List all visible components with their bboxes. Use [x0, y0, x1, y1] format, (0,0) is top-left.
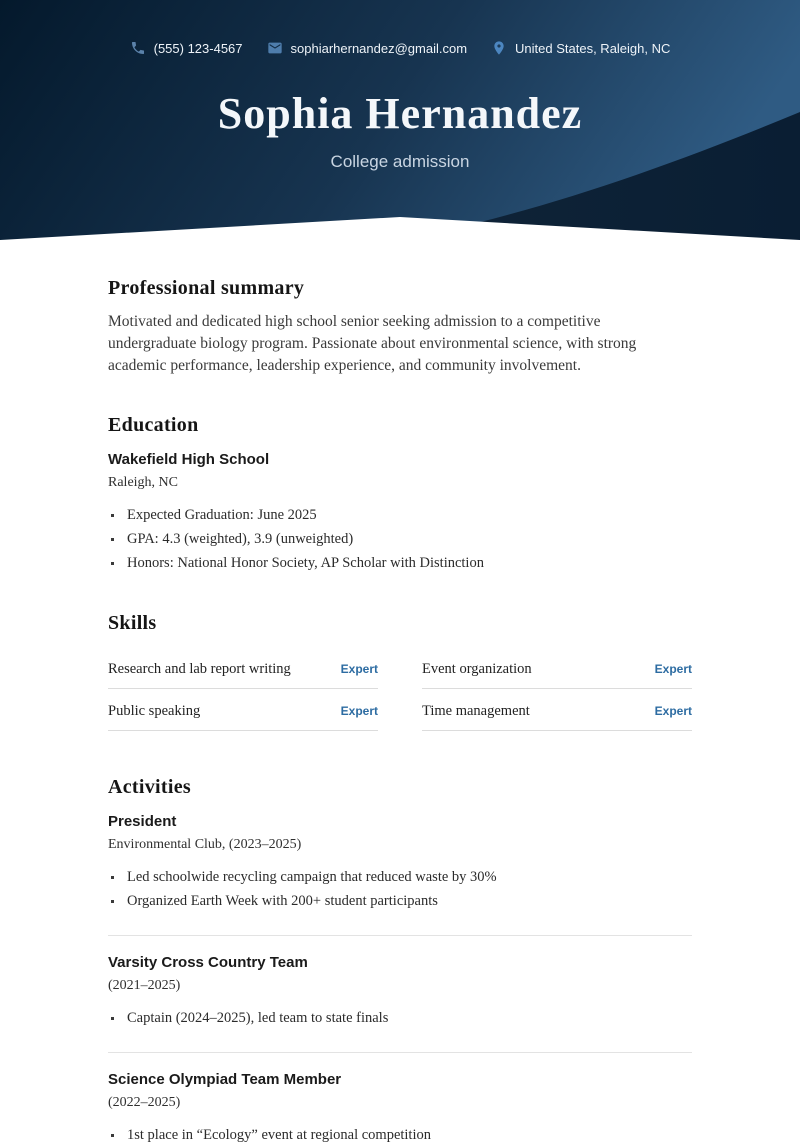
education-school: Wakefield High School	[108, 451, 270, 468]
skill-row	[108, 655, 378, 689]
activity-bullet: 1st place in “Ecology” event at regional competition	[108, 1123, 692, 1147]
activities-title: Activities	[108, 776, 191, 798]
skill-row	[108, 697, 378, 731]
activity-entry	[108, 813, 692, 936]
resume-body	[0, 260, 800, 1147]
activity-role: Science Olympiad Team Member	[108, 1071, 342, 1088]
education-title: Education	[108, 414, 199, 436]
skill-name: Time management	[422, 703, 530, 719]
skills-title: Skills	[108, 612, 157, 634]
person-subtitle: College admission	[330, 152, 470, 171]
skills-grid	[108, 655, 692, 739]
contact-location[interactable]	[491, 40, 670, 56]
education-bullet: Honors: National Honor Society, AP Scholar with Distinction	[108, 551, 692, 575]
activity-role: Varsity Cross Country Team	[108, 954, 308, 971]
activity-detail: (2022–2025)	[108, 1095, 181, 1110]
resume-header	[0, 0, 800, 260]
education-bullet: Expected Graduation: June 2025	[108, 503, 692, 527]
contact-phone[interactable]	[130, 40, 243, 56]
activity-role: President	[108, 813, 177, 830]
mail-icon	[267, 40, 283, 56]
skill-level-badge: Expert	[340, 662, 378, 676]
activity-entry	[108, 1071, 692, 1147]
activity-bullet: Captain (2024–2025), led team to state finals	[108, 1006, 692, 1030]
summary-title: Professional summary	[108, 277, 305, 299]
contact-location-text: United States, Raleigh, NC	[515, 40, 671, 56]
location-pin-icon	[491, 40, 507, 56]
activity-bullet: Organized Earth Week with 200+ student participants	[108, 889, 692, 913]
skill-name: Event organization	[422, 661, 532, 677]
contact-phone-text: (555) 123-4567	[153, 40, 243, 56]
skill-row	[422, 697, 692, 731]
skill-name: Public speaking	[108, 703, 201, 719]
contact-email[interactable]	[267, 40, 468, 56]
skill-level-badge: Expert	[654, 662, 692, 676]
skill-level-badge: Expert	[340, 704, 378, 718]
skill-level-badge: Expert	[654, 704, 692, 718]
skill-row	[422, 655, 692, 689]
activity-bullet-list	[108, 1123, 692, 1147]
person-name: Sophia Hernandez	[217, 89, 583, 138]
education-bullet: GPA: 4.3 (weighted), 3.9 (unweighted)	[108, 527, 692, 551]
contact-email-text: sophiarhernandez@gmail.com	[290, 40, 468, 56]
activity-detail: Environmental Club, (2023–2025)	[108, 837, 302, 852]
education-bullet-list	[108, 503, 692, 575]
skill-name: Research and lab report writing	[108, 661, 291, 677]
section-education	[108, 414, 692, 575]
contact-row	[0, 40, 800, 56]
phone-icon	[130, 40, 146, 56]
section-professional-summary	[108, 277, 692, 377]
summary-text: Motivated and dedicated high school senior seeking admission to a competitive undergraduate biology program. Passionate about environmental science, with strong academic performance, leadership experience, and community involvement.	[108, 313, 637, 374]
section-skills	[108, 612, 692, 739]
section-activities	[108, 776, 692, 1147]
activity-bullet-list	[108, 865, 692, 913]
activity-entry	[108, 954, 692, 1053]
activity-bullet-list	[108, 1006, 692, 1030]
activity-bullet: Led schoolwide recycling campaign that reduced waste by 30%	[108, 865, 692, 889]
activity-detail: (2021–2025)	[108, 978, 181, 993]
education-location: Raleigh, NC	[108, 475, 178, 490]
